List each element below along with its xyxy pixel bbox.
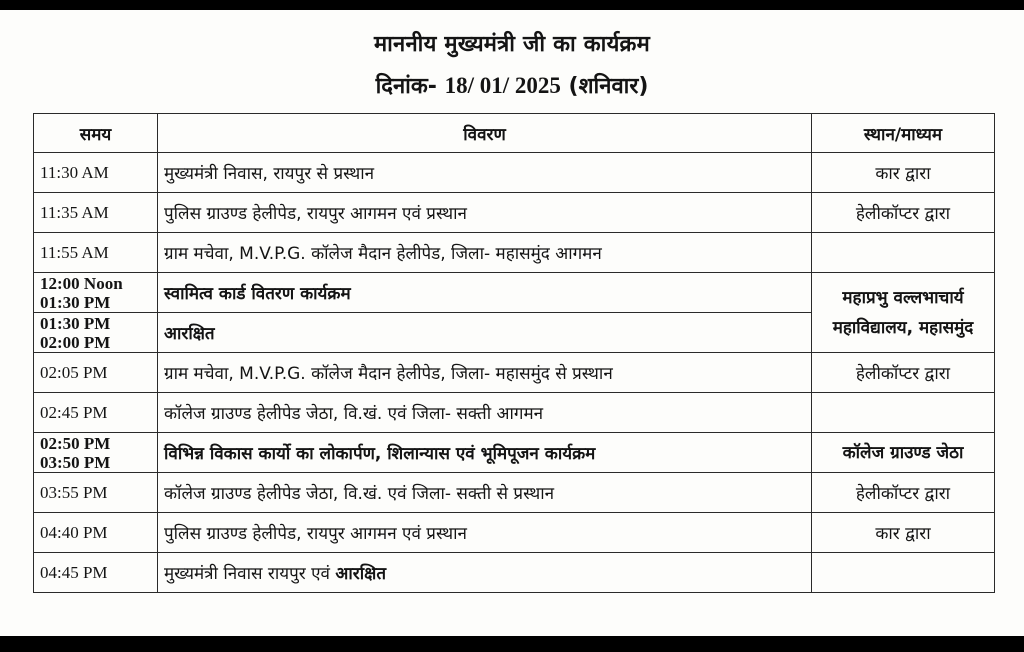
time-range-cell [34, 273, 158, 313]
document-date-line [0, 70, 1024, 100]
time-cell: 02:05 PM [34, 353, 158, 393]
table-row [34, 233, 995, 273]
date-day: (शनिवार) [568, 74, 649, 99]
description-cell [158, 553, 812, 593]
description-cell: पुलिस ग्राउण्ड हेलीपेड, रायपुर आगमन एवं प्रस्थान [158, 193, 812, 233]
table-row [34, 193, 995, 233]
description-text: मुख्यमंत्री निवास रायपुर एवं [164, 564, 330, 584]
description-cell: ग्राम मचेवा, M.V.P.G. कॉलेज मैदान हेलीपेड, जिला- महासमुंद से प्रस्थान [158, 353, 812, 393]
place-cell-merged: महाप्रभु वल्लभाचार्य महाविद्यालय, महासमुंद [812, 273, 995, 353]
document-title: माननीय मुख्यमंत्री जी का कार्यक्रम [374, 32, 650, 57]
place-cell: हेलीकॉप्टर द्वारा [812, 473, 995, 513]
description-cell: ग्राम मचेवा, M.V.P.G. कॉलेज मैदान हेलीपेड, जिला- महासमुंद आगमन [158, 233, 812, 273]
time-from: 02:50 PM [40, 433, 111, 453]
time-cell: 02:45 PM [34, 393, 158, 433]
header-description: विवरण [158, 114, 812, 153]
time-range-cell [34, 313, 158, 353]
table-row [34, 473, 995, 513]
date-label: दिनांक- [375, 74, 437, 99]
table-row [34, 393, 995, 433]
place-cell [812, 233, 995, 273]
time-from: 01:30 PM [40, 313, 111, 333]
schedule-table [33, 113, 995, 593]
description-text-bold: आरक्षित [335, 564, 387, 584]
table-row [34, 353, 995, 393]
time-cell: 03:55 PM [34, 473, 158, 513]
time-to: 03:50 PM [40, 452, 111, 472]
time-range-cell [34, 433, 158, 473]
table-row [34, 553, 995, 593]
place-cell: कार द्वारा [812, 513, 995, 553]
description-cell: पुलिस ग्राउण्ड हेलीपेड, रायपुर आगमन एवं प्रस्थान [158, 513, 812, 553]
time-cell: 04:40 PM [34, 513, 158, 553]
table-row [34, 433, 995, 473]
time-cell: 04:45 PM [34, 553, 158, 593]
description-cell: मुख्यमंत्री निवास, रायपुर से प्रस्थान [158, 153, 812, 193]
time-cell: 11:35 AM [34, 193, 158, 233]
time-to: 01:30 PM [40, 292, 111, 312]
description-cell: कॉलेज ग्राउण्ड हेलीपेड जेठा, वि.खं. एवं जिला- सक्ती आगमन [158, 393, 812, 433]
place-cell: हेलीकॉप्टर द्वारा [812, 193, 995, 233]
place-cell: कॉलेज ग्राउण्ड जेठा [812, 433, 995, 473]
table-header-row [34, 114, 995, 153]
place-cell [812, 393, 995, 433]
place-cell: हेलीकॉप्टर द्वारा [812, 353, 995, 393]
place-cell: कार द्वारा [812, 153, 995, 193]
description-cell: आरक्षित [158, 313, 812, 353]
document-page [0, 10, 1024, 636]
table-row [34, 513, 995, 553]
description-cell: विभिन्न विकास कार्यो का लोकार्पण, शिलान्यास एवं भूमिपूजन कार्यक्रम [158, 433, 812, 473]
header-time: समय [34, 114, 158, 153]
description-cell: स्वामित्व कार्ड वितरण कार्यक्रम [158, 273, 812, 313]
description-cell: कॉलेज ग्राउण्ड हेलीपेड जेठा, वि.खं. एवं जिला- सक्ती से प्रस्थान [158, 473, 812, 513]
header-place-mode: स्थान/माध्यम [812, 114, 995, 153]
date-value: 18/ 01/ 2025 [444, 73, 561, 98]
time-from: 12:00 Noon [40, 273, 123, 293]
time-to: 02:00 PM [40, 332, 111, 352]
table-row [34, 273, 995, 313]
time-cell: 11:30 AM [34, 153, 158, 193]
time-cell: 11:55 AM [34, 233, 158, 273]
table-row [34, 153, 995, 193]
place-cell [812, 553, 995, 593]
